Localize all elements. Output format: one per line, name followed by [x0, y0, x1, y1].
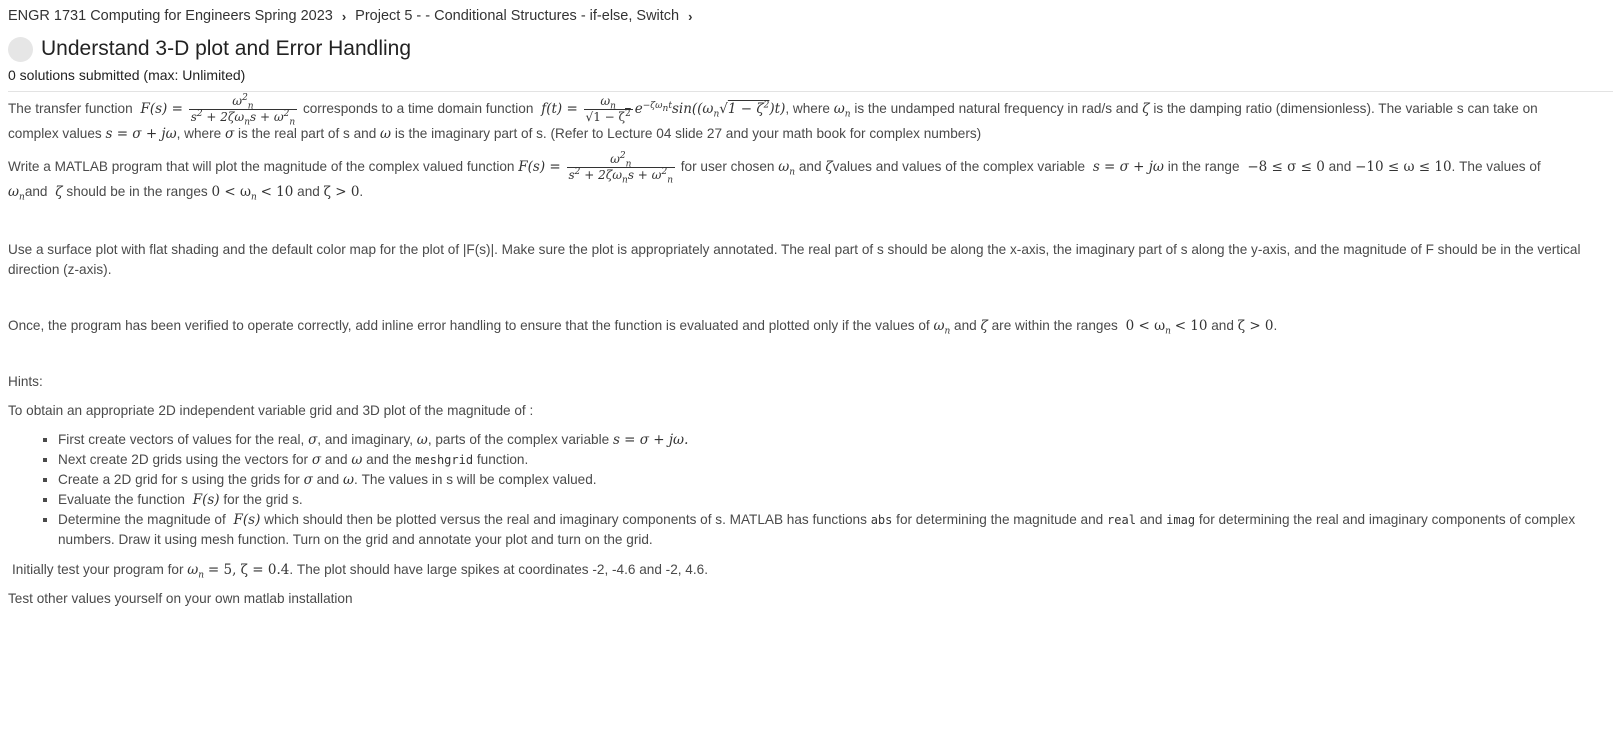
- breadcrumb-project-link[interactable]: Project 5 - - Conditional Structures - if-else, Switch: [355, 8, 680, 24]
- math-range: 0 < ω: [1125, 318, 1166, 334]
- text: Once, the program has been verified to operate correctly, add inline error handling to ensure that the function is evaluated and plotted only if the values of: [8, 318, 930, 333]
- list-item: ▪ Determine the magnitude of F(s) which should then be plotted versus the real and imaginary components of s. MATLAB has functions abs for determining the magnitude and real and imag for determining the real and imaginary components of complex numbers. Draw it using mesh function. Turn on the grid and annotate your plot and turn on the grid.: [58, 510, 1614, 550]
- math-fraction: $\frac{\omega^2_n}{s^2 + 2\zeta\omega_ns + \omega^2_n}$: [190, 92, 296, 128]
- math-omega: ω: [380, 126, 392, 142]
- text: is the undamped natural frequency in rad/s and: [854, 101, 1139, 116]
- paragraph-transfer-function: The transfer function F(s) = $\frac{\omega^2_n}{s^2 + 2\zeta\omega_ns + \omega^2_n}$ corresponds to a time domain function f(t) = $\frac{\omega_n}{√1 - \zeta^2}$ $e^{-\zeta\omega_nt}\sin((\omega_n√1 - \zeta^2)t)$, where $\omega_n$ is the undamped natural frequency in rad/s and ζ is the damping ratio (dimensionless). The variable s can take on: [8, 92, 1538, 128]
- math-fs: F(s) =: [518, 159, 561, 175]
- text: , where: [176, 126, 222, 141]
- text: corresponds to a time domain function: [302, 101, 534, 116]
- list-item: ▪ Evaluate the function F(s) for the grid s.: [58, 490, 1614, 510]
- paragraph-test-other: Test other values yourself on your own matlab installation: [8, 591, 353, 606]
- math-ft: f(t) =: [541, 101, 578, 117]
- text: and: [798, 159, 822, 174]
- math-sin: sin((ω: [671, 101, 714, 117]
- text: Write a MATLAB program that will plot the magnitude of the complex valued function: [8, 159, 515, 174]
- problem-description: [8, 92, 1614, 609]
- paragraph-error-handling: Once, the program has been verified to operate correctly, add inline error handling to ensure that the function is evaluated and plotted only if the values of $\omega_n$ and ζ are within the ranges $0 < \omega_n < 10$ and ζ > 0.: [8, 318, 1278, 337]
- math-range: < 10: [1174, 318, 1208, 334]
- title-row: [8, 34, 1614, 64]
- code-real: real: [1107, 513, 1136, 527]
- text: are within the ranges: [991, 318, 1118, 333]
- text: and: [1211, 318, 1234, 333]
- list-item: ▪ Next create 2D grids using the vectors for σ and ω and the meshgrid function.: [58, 450, 1614, 470]
- submission-count: 0 solutions submitted (max: Unlimited): [8, 67, 246, 83]
- math-zeta: ζ: [1142, 101, 1150, 117]
- paragraph-complex-values: [8, 124, 1614, 144]
- math-range: ζ > 0: [1237, 318, 1274, 334]
- status-circle-icon: [8, 37, 33, 62]
- paragraph-surface-plot: Use a surface plot with flat shading and the default color map for the plot of |F(s)|. Make sure the plot is appropriately annotated. The real part of s should be along the x-axis, the imaginary part of s along the y-axis, and the magnitude of F should be in the vertical direction (z-axis).: [8, 242, 1581, 277]
- code-imag: imag: [1166, 513, 1196, 527]
- hints-intro: To obtain an appropriate 2D independent variable grid and 3D plot of the magnitude of :: [8, 403, 534, 418]
- text: and: [297, 184, 320, 199]
- breadcrumb: [8, 0, 1614, 27]
- math-s: s = σ + jω: [105, 126, 177, 142]
- text: is the real part of s and: [237, 126, 377, 141]
- math-range: 0 < ω: [211, 184, 251, 200]
- chevron-right-icon: ›: [688, 8, 693, 24]
- math-fraction: $\frac{\omega^2_n}{s^2 + 2\zeta\omega_ns + \omega^2_n}$: [568, 150, 673, 186]
- code-abs: abs: [870, 513, 893, 527]
- math-t: t): [774, 101, 786, 117]
- text: in the range: [1167, 159, 1240, 174]
- text: and: [954, 318, 977, 333]
- chevron-right-icon: ›: [341, 8, 347, 24]
- hints-list: [8, 430, 1614, 550]
- hints-label: Hints:: [8, 374, 43, 389]
- text: , where: [785, 101, 830, 116]
- page-title: Understand 3-D plot and Error Handling: [41, 37, 412, 60]
- text: values and values of the complex variable: [832, 159, 1086, 174]
- list-item: ▪ Create a 2D grid for s using the grids for σ and ω. The values in s will be complex valued.: [58, 470, 1614, 490]
- text: is the imaginary part of s. (Refer to Lecture 04 slide 27 and your math book for complex numbers): [394, 126, 982, 141]
- text: for user chosen: [680, 159, 775, 174]
- text: . The values of: [1451, 159, 1541, 174]
- math-range: < 10: [260, 184, 294, 200]
- paragraph-ranges: $\omega_nand$ ζ should be in the ranges $0 < \omega_n < 10$ and ζ > 0.: [8, 184, 364, 203]
- text: and: [1328, 159, 1352, 174]
- math-range: −10 ≤ ω ≤ 10: [1355, 159, 1452, 175]
- paragraph-test-values: Initially test your program for $\omega_n = 5$, ζ = 0.4. The plot should have large spikes at coordinates -2, -4.6 and -2, 4.6.: [12, 562, 708, 581]
- paragraph-write-program: Write a MATLAB program that will plot the magnitude of the complex valued function F(s) = $\frac{\omega^2_n}{s^2 + 2\zeta\omega_ns + \omega^2_n}$ for user chosen $\omega_n$ and ζvalues and values of the complex variable s = σ + jω in the range −8 ≤ σ ≤ 0 and −10 ≤ ω ≤ 10. The values of: [8, 150, 1541, 186]
- text: and: [24, 184, 48, 199]
- math-s: s = σ + jω: [1092, 159, 1164, 175]
- text: complex values: [8, 126, 102, 141]
- math-sigma: σ: [224, 126, 235, 142]
- text: should be in the ranges: [66, 184, 208, 199]
- math-range: −8 ≤ σ ≤ 0: [1247, 159, 1325, 175]
- list-item: ▪ First create vectors of values for the real, σ, and imaginary, ω, parts of the complex variable s = σ + jω.: [58, 430, 1614, 450]
- text: is the damping ratio (dimensionless). The variable s can take on: [1153, 101, 1538, 116]
- code-meshgrid: meshgrid: [415, 453, 474, 467]
- math-fs: F(s) =: [140, 101, 183, 117]
- math-fraction: $\frac{\omega_n}{√1 - \zeta^2}$: [585, 93, 631, 124]
- math-range: ζ > 0: [323, 184, 360, 200]
- breadcrumb-course-link[interactable]: ENGR 1731 Computing for Engineers Spring 2023: [8, 8, 333, 24]
- text: The transfer function: [8, 101, 133, 116]
